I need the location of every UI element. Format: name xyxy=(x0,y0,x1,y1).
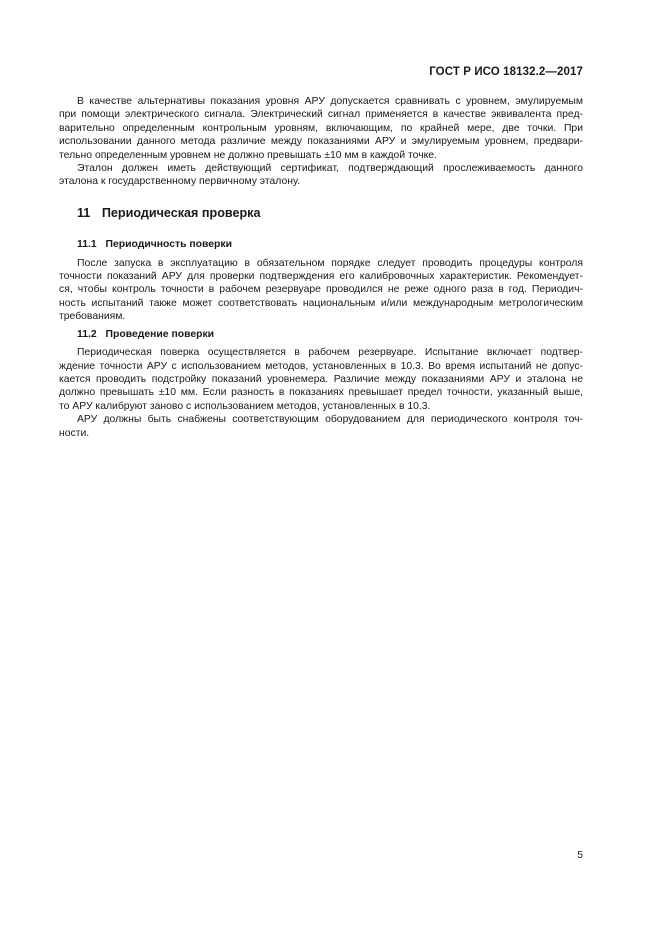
text-line: ности. xyxy=(59,427,90,439)
text-line: должно превышать ±10 мм. Если разность в показаниях превышает предел точности, указанный выше, xyxy=(59,387,583,399)
text-line: использовании данного метода различие между показаниями АРУ и эмулируемым уровнем, предвари- xyxy=(59,136,583,148)
paragraph-periodicity xyxy=(59,257,583,324)
text-line: эталона к государственному первичному эталону. xyxy=(59,176,301,188)
subsection-title: Периодичность поверки xyxy=(105,239,232,251)
text-line: кается проводить подстройку показаний уровнемера. Различие между показаниями АРУ и эталона не xyxy=(59,373,583,385)
text-line: Эталон должен иметь действующий сертификат, подтверждающий прослеживаемость данного xyxy=(77,163,583,175)
text-line: требованиям. xyxy=(59,311,126,323)
text-line: В качестве альтернативы показания уровня АРУ допускается сравнивать с уровнем, эмулируемым xyxy=(77,96,583,107)
paragraph-equipment xyxy=(59,413,583,440)
subsection-number: 11.2 xyxy=(77,328,97,340)
page-number: 5 xyxy=(577,850,583,861)
text-line: то АРУ калибруют заново с использованием методов, установленных в 10.3. xyxy=(59,400,431,412)
text-line: точности показаний АРУ для проверки подтверждения его калибровочных характеристик. Рекомендует- xyxy=(59,271,583,283)
standard-header: ГОСТ Р ИСО 18132.2—2017 xyxy=(429,66,583,78)
text-line: при помощи электрического сигнала. Электрический сигнал применяется в качестве эквивалента пред- xyxy=(59,109,583,121)
subsection-title: Проведение поверки xyxy=(105,328,215,340)
paragraph-intro xyxy=(59,95,583,162)
subsection-heading-11-2 xyxy=(77,328,583,341)
text-line: АРУ должны быть снабжены соответствующим оборудованием для периодического контроля точ- xyxy=(77,414,583,426)
subsection-number: 11.1 xyxy=(77,239,97,251)
section-heading xyxy=(77,207,583,220)
text-line: тельно определенным уровнем не должно превышать ±10 мм в каждой точке. xyxy=(59,149,437,161)
text-line: ность испытаний также может соответствовать национальным и/или международным метрологическим xyxy=(59,297,583,309)
text-line: ся, чтобы контроль точности в рабочем резервуаре проводился не реже одного раза в год. Периодич- xyxy=(59,284,583,296)
document-body xyxy=(59,95,583,440)
text-line: ждение точности АРУ с использованием методов, установленных в 10.3. Во время испытаний не допус- xyxy=(59,360,583,372)
section-number: 11 xyxy=(77,205,91,220)
paragraph-etalon xyxy=(59,162,583,189)
text-line: После запуска в эксплуатацию в обязательном порядке следует проводить процедуры контроля xyxy=(77,257,583,269)
subsection-heading-11-1 xyxy=(77,238,583,251)
section-title: Периодическая проверка xyxy=(101,205,261,220)
paragraph-procedure xyxy=(59,346,583,413)
text-line: варительно определенным контрольным уровням, включающим, по крайней мере, две точки. При xyxy=(59,122,583,134)
text-line: Периодическая поверка осуществляется в рабочем резервуаре. Испытание включает подтвер- xyxy=(77,347,583,359)
